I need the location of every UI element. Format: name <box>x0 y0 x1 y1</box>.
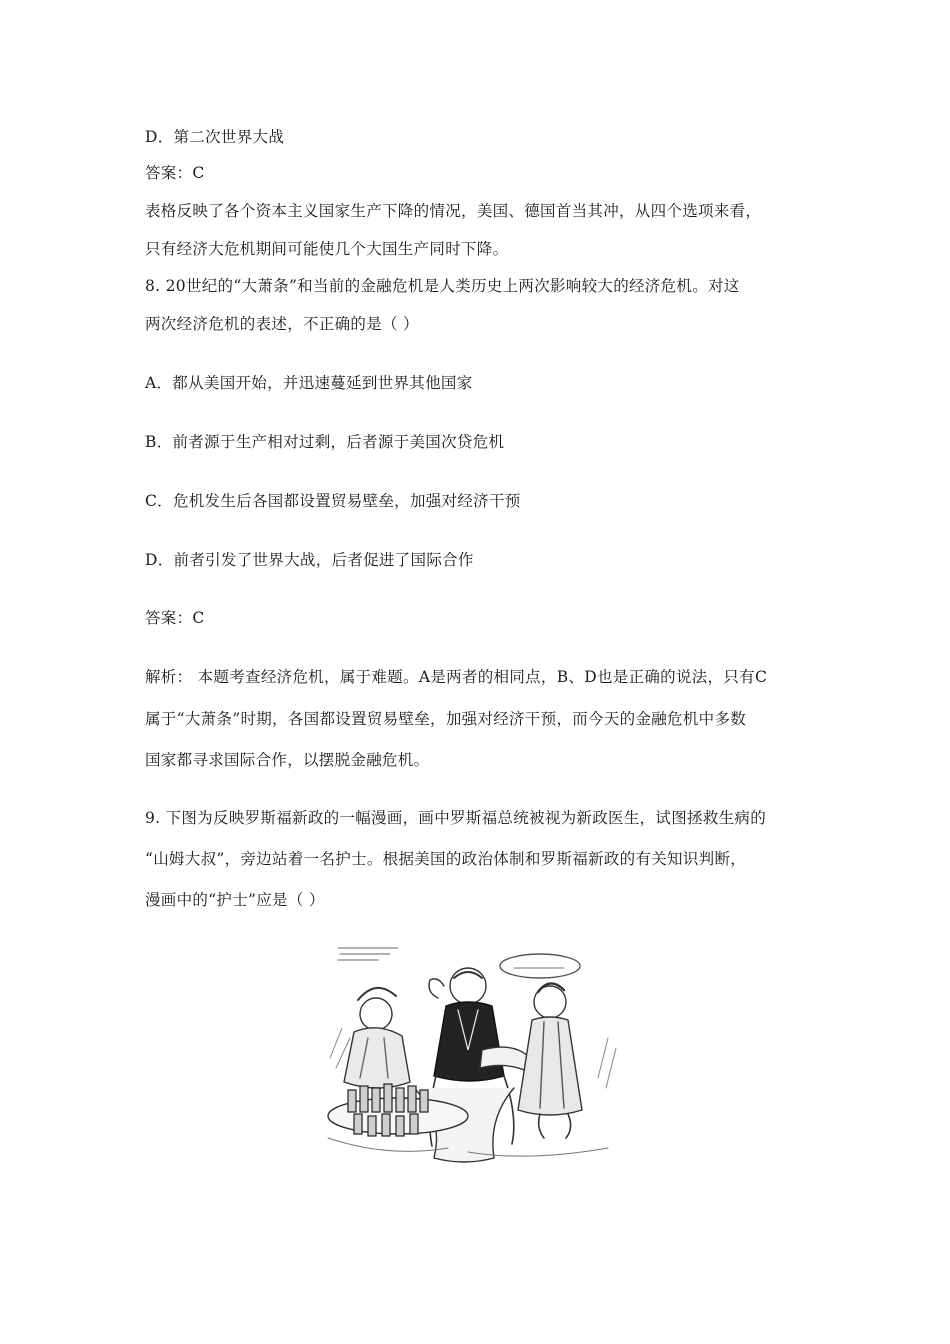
q8-analysis-line: 属于“大萧条”时期，各国都设置贸易壁垒，加强对经济干预，而今天的金融危机中多数 <box>145 710 747 728</box>
q8-answer: 答案：C <box>145 609 205 627</box>
q8-analysis-line: 国家都寻求国际合作，以摆脱金融危机。 <box>145 751 430 769</box>
explanation-line: 只有经济大危机期间可能使几个大国生产同时下降。 <box>145 240 509 258</box>
q8-stem-line: 两次经济危机的表述，不正确的是（ ） <box>145 315 419 333</box>
answer-label: 答案：C <box>145 164 205 182</box>
explanation-line: 表格反映了各个资本主义国家生产下降的情况，美国、德国首当其冲，从四个选项来看， <box>145 202 762 220</box>
q8-option-b: B．前者源于生产相对过剩，后者源于美国次贷危机 <box>145 433 505 451</box>
new-deal-cartoon-image <box>318 938 630 1188</box>
q9-stem-line: 漫画中的“护士”应是（ ） <box>145 891 325 909</box>
option-d: D．第二次世界大战 <box>145 128 285 146</box>
q9-stem-line: 9. 下图为反映罗斯福新政的一幅漫画，画中罗斯福总统被视为新政医生，试图拯救生病的 <box>145 809 767 827</box>
q8-option-d: D．前者引发了世界大战，后者促进了国际合作 <box>145 551 474 569</box>
q8-stem-line: 8. 20世纪的“大萧条”和当前的金融危机是人类历史上两次影响较大的经济危机。对这 <box>145 277 740 295</box>
q8-option-a: A．都从美国开始，并迅速蔓延到世界其他国家 <box>145 374 473 392</box>
q9-stem-line: “山姆大叔”，旁边站着一名护士。根据美国的政治体制和罗斯福新政的有关知识判断， <box>145 850 747 868</box>
q8-option-c: C．危机发生后各国都设置贸易壁垒，加强对经济干预 <box>145 492 521 510</box>
q8-analysis-line: 解析： 本题考查经济危机，属于难题。A是两者的相同点，B、D也是正确的说法，只有C <box>145 668 768 686</box>
